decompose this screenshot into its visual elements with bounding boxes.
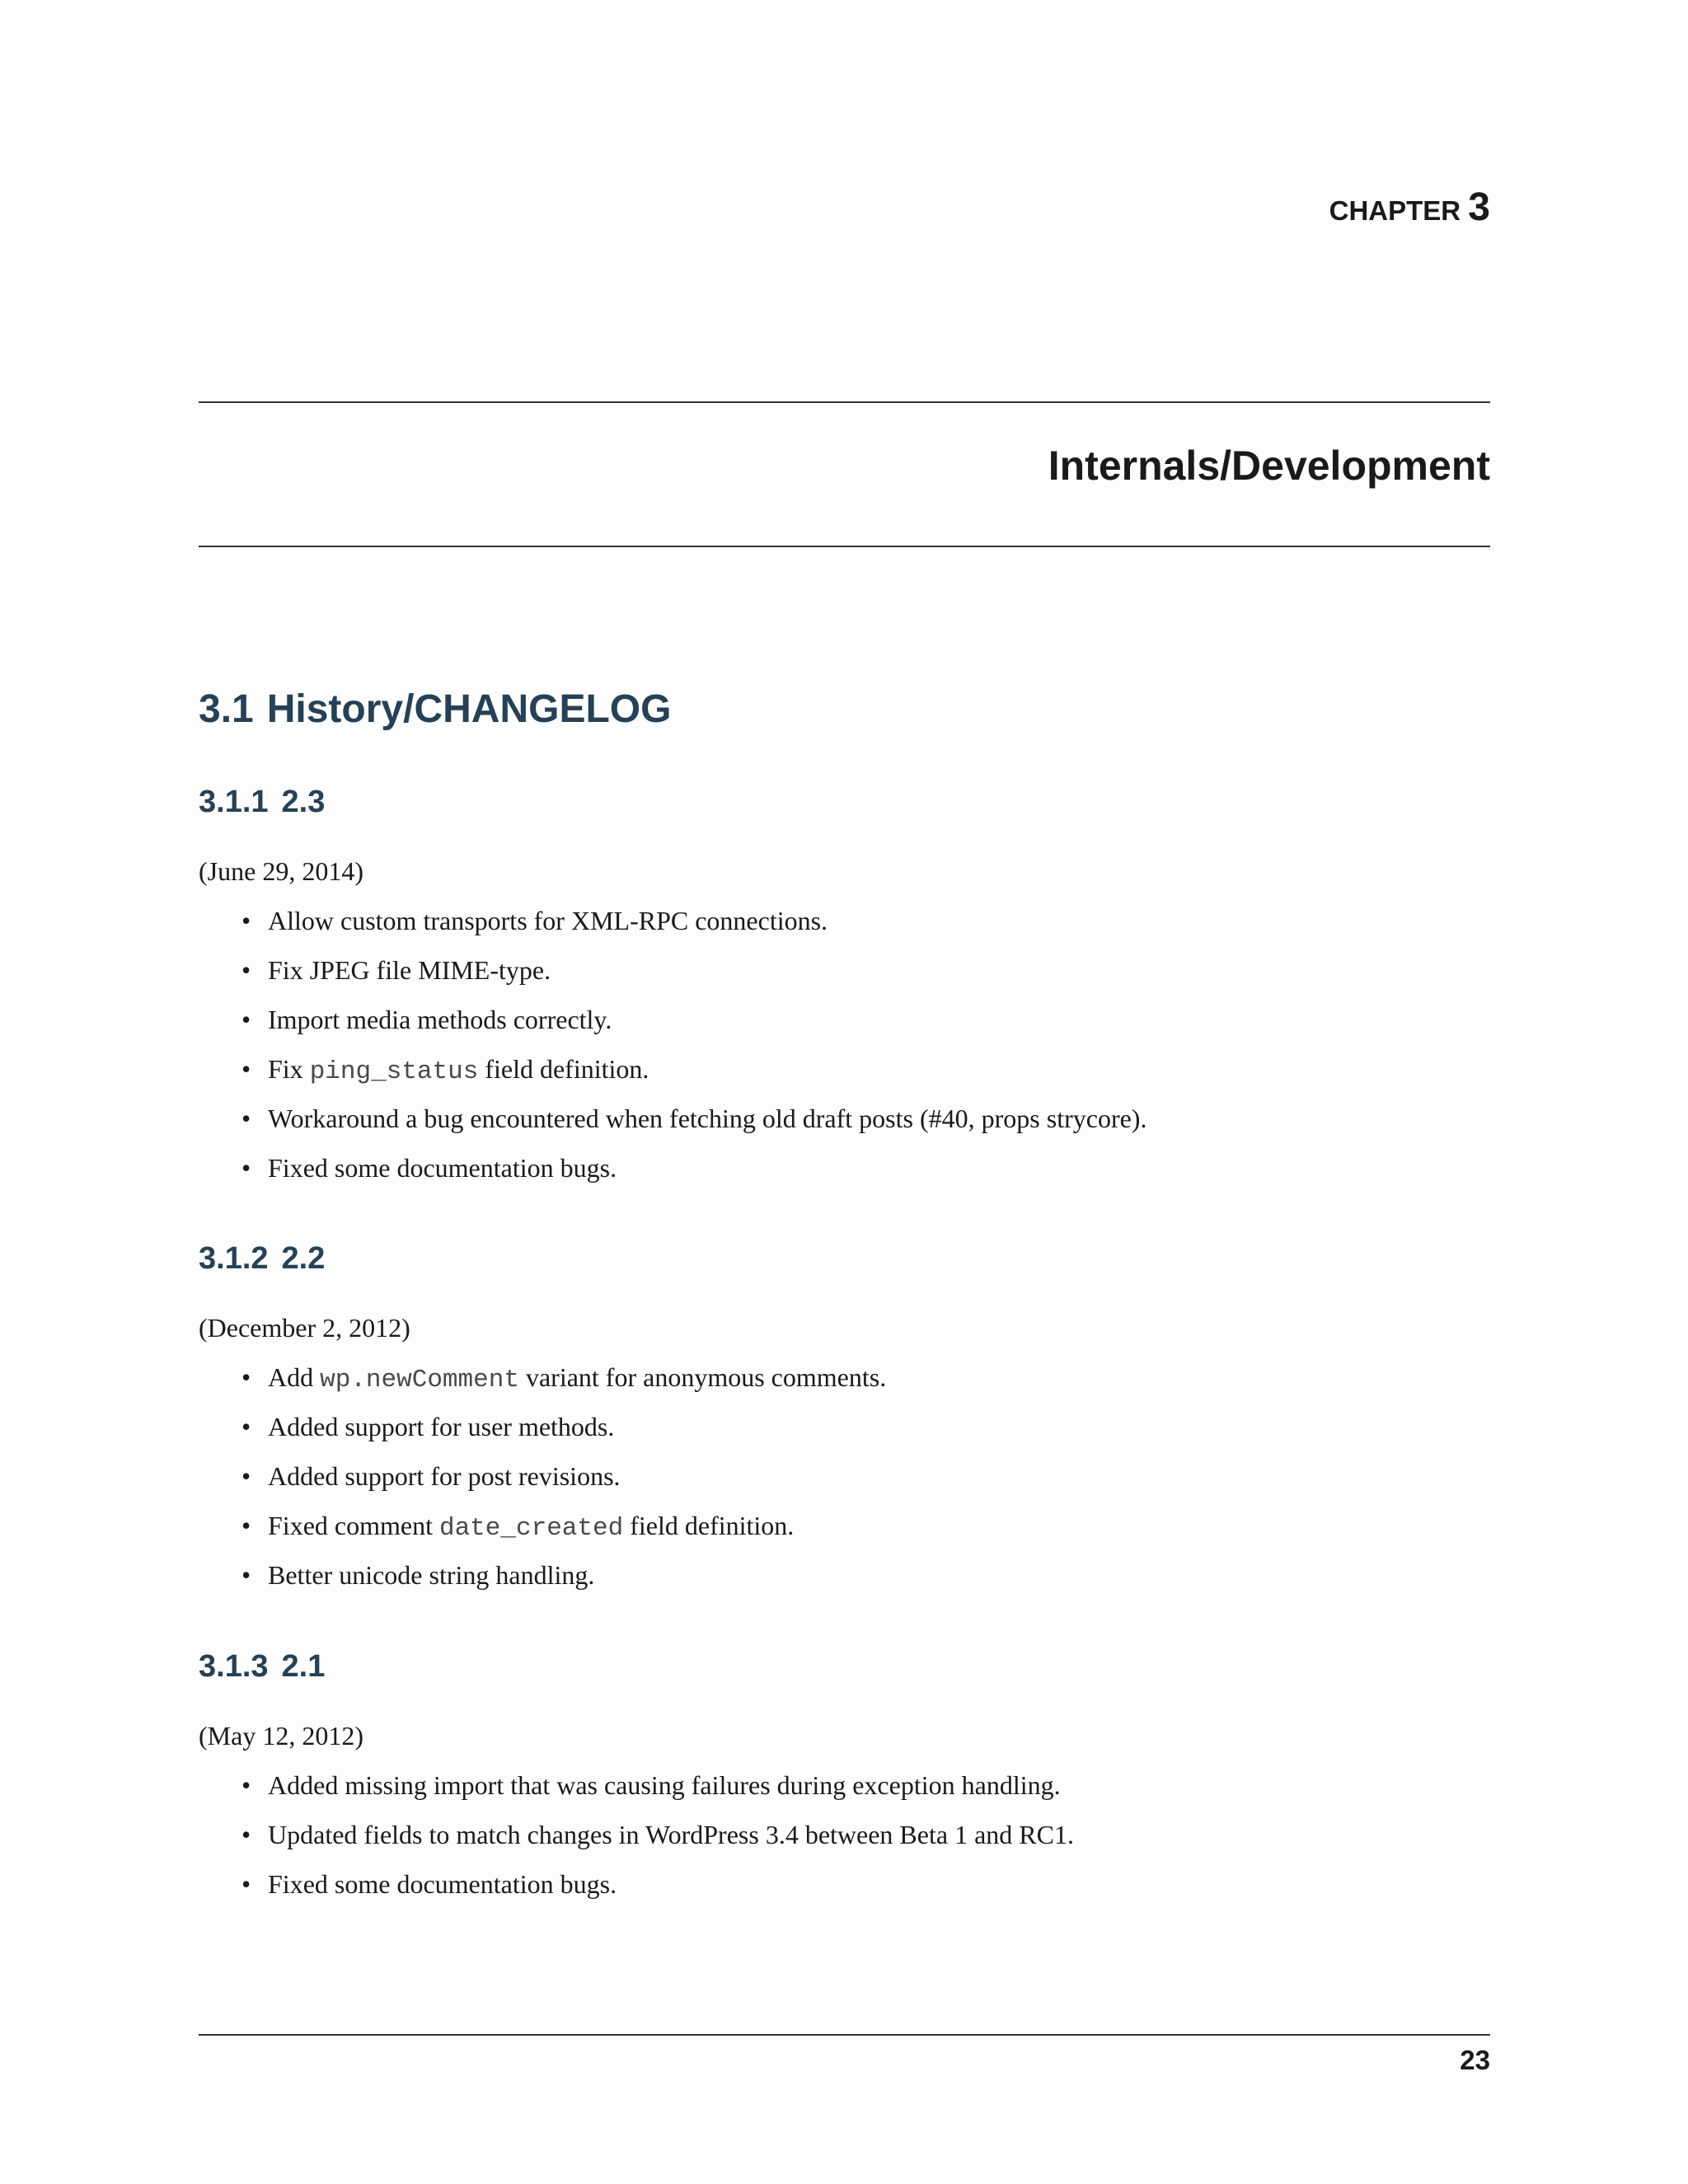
inline-code: wp.newComment	[320, 1366, 519, 1394]
subsection-number: 3.1.2	[199, 1241, 269, 1276]
list-item	[241, 1003, 1478, 1052]
bullet: •	[241, 1005, 251, 1034]
changelog-list	[241, 1769, 1478, 1917]
list-item-text: Better unicode string handling.	[268, 1560, 595, 1590]
list-item	[241, 904, 1478, 954]
chapter-label	[1329, 185, 1490, 229]
subsection-heading	[199, 1243, 325, 1274]
list-item-text: Added support for post revisions.	[268, 1461, 621, 1491]
bullet: •	[241, 1511, 251, 1540]
list-item-text-after: field definition.	[623, 1511, 795, 1540]
list-item	[241, 1558, 1478, 1608]
bullet: •	[241, 1820, 251, 1849]
subsection-heading	[199, 1651, 325, 1682]
list-item-text-before: Fixed comment	[268, 1511, 439, 1540]
subsection-title: 2.1	[281, 1649, 326, 1684]
changelog-list	[241, 904, 1478, 1201]
list-item-text: Fixed some documentation bugs.	[268, 1869, 617, 1899]
list-item	[241, 954, 1478, 1003]
bullet: •	[241, 1770, 251, 1800]
list-item	[241, 1102, 1478, 1151]
release-date: (May 12, 2012)	[199, 1721, 363, 1750]
document-page	[199, 0, 1490, 2184]
section-heading	[199, 687, 672, 731]
bullet: •	[241, 955, 251, 985]
bullet: •	[241, 1461, 251, 1491]
list-item-text-before: Add	[268, 1362, 321, 1392]
release-date: (June 29, 2014)	[199, 856, 363, 886]
list-item	[241, 1361, 1478, 1410]
list-item-text: Allow custom transports for XML-RPC connections.	[268, 906, 828, 935]
bullet: •	[241, 1104, 251, 1133]
list-item-text-after: field definition.	[478, 1054, 649, 1084]
bullet: •	[241, 1153, 251, 1183]
subsection-number: 3.1.3	[199, 1649, 269, 1684]
list-item	[241, 1509, 1478, 1558]
list-item	[241, 1410, 1478, 1460]
list-item	[241, 1769, 1478, 1818]
list-item-text: Import media methods correctly.	[268, 1005, 612, 1034]
changelog-list	[241, 1361, 1478, 1608]
list-item-text-after: variant for anonymous comments.	[518, 1362, 887, 1392]
bullet: •	[241, 1869, 251, 1899]
list-item	[241, 1151, 1478, 1201]
list-item	[241, 1868, 1478, 1917]
list-item-text: Fix JPEG file MIME-type.	[268, 955, 551, 985]
subsection-title: 2.3	[281, 785, 326, 819]
subsection-heading	[199, 786, 325, 818]
list-item-text: Added support for user methods.	[268, 1412, 615, 1441]
bullet: •	[241, 1412, 251, 1441]
release-date: (December 2, 2012)	[199, 1313, 410, 1343]
list-item-text: Updated fields to match changes in WordPress 3.4 between Beta 1 and RC1.	[268, 1820, 1074, 1849]
chapter-title-bottom-rule	[199, 546, 1490, 547]
list-item-text: Added missing import that was causing failures during exception handling.	[268, 1770, 1061, 1800]
list-item-text: Fixed some documentation bugs.	[268, 1153, 617, 1183]
chapter-number: 3	[1468, 185, 1490, 229]
list-item-text: Workaround a bug encountered when fetching old draft posts (#40, props strycore).	[268, 1104, 1147, 1133]
bullet: •	[241, 1054, 251, 1084]
subsection-number: 3.1.1	[199, 785, 269, 819]
list-item	[241, 1460, 1478, 1509]
list-item	[241, 1818, 1478, 1868]
page-number: 23	[1460, 2045, 1490, 2075]
bullet: •	[241, 906, 251, 935]
footer-rule	[199, 2034, 1490, 2036]
section-title: History/CHANGELOG	[266, 687, 672, 731]
list-item-text-before: Fix	[268, 1054, 310, 1084]
bullet: •	[241, 1560, 251, 1590]
inline-code: date_created	[438, 1514, 624, 1543]
subsection-title: 2.2	[281, 1241, 326, 1276]
chapter-label-text: CHAPTER	[1329, 195, 1461, 226]
inline-code: ping_status	[309, 1057, 479, 1086]
chapter-title: Internals/Development	[1048, 443, 1490, 489]
section-number: 3.1	[199, 687, 254, 731]
chapter-title-top-rule	[199, 401, 1490, 403]
bullet: •	[241, 1362, 251, 1392]
list-item	[241, 1052, 1478, 1102]
